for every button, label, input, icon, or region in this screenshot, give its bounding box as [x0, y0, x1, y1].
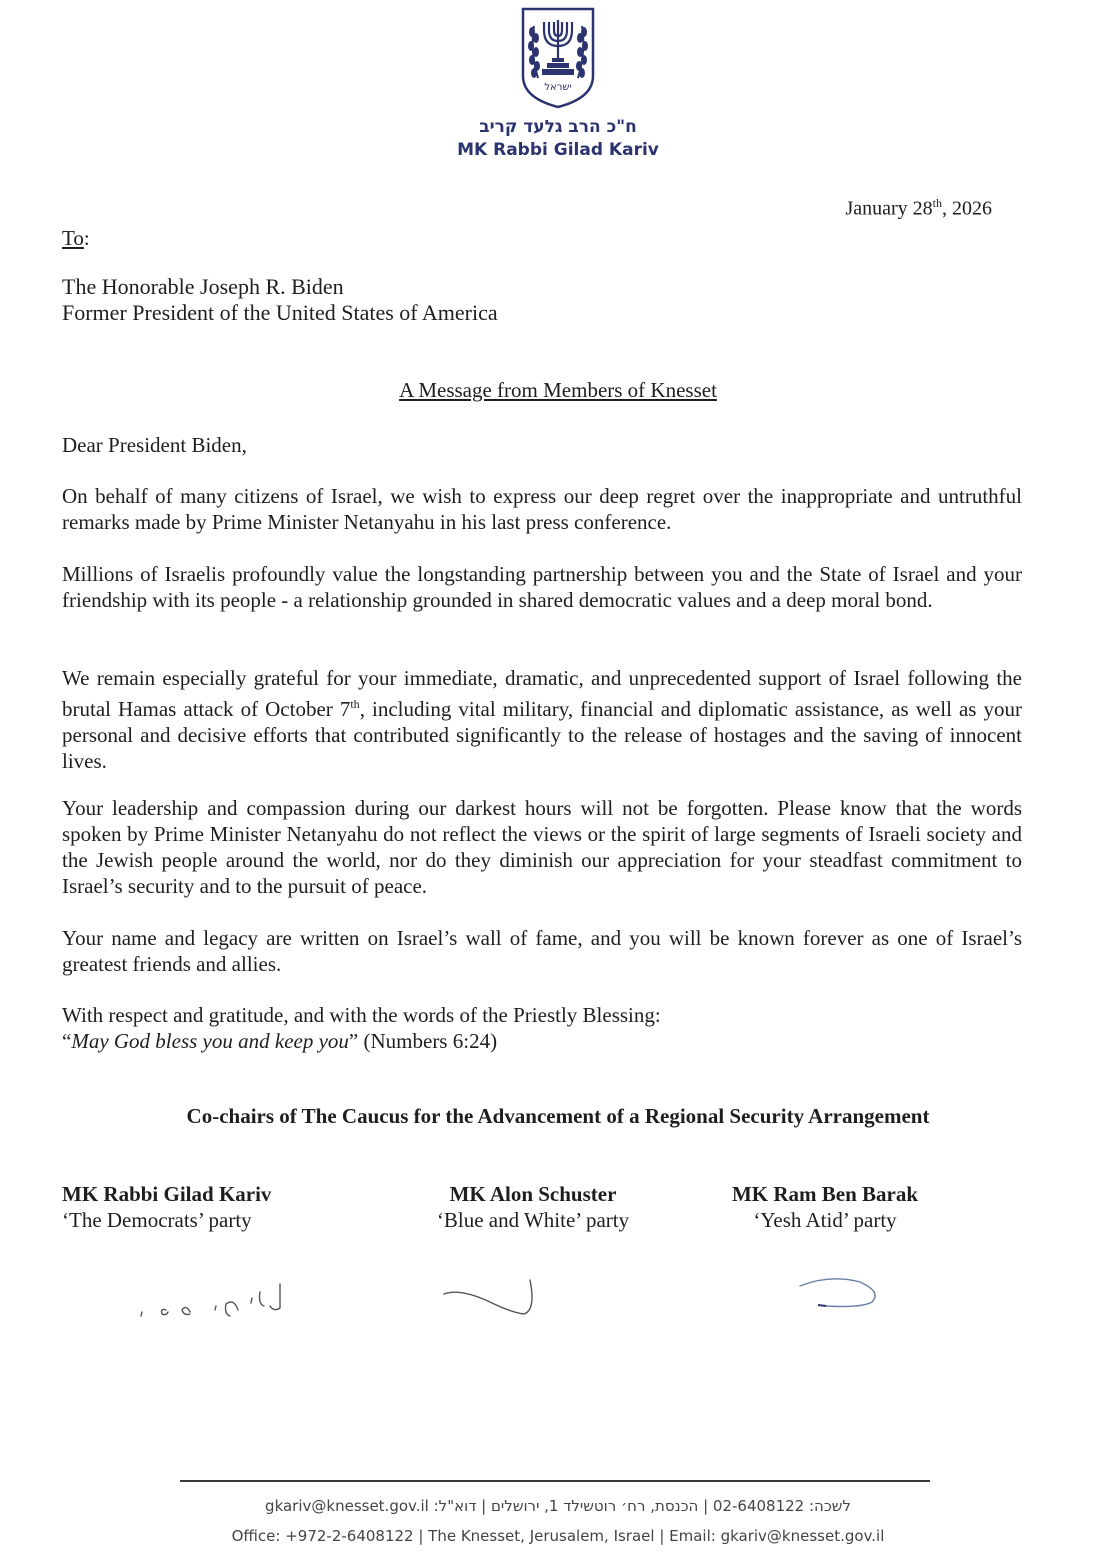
signer-block	[62, 1181, 271, 1233]
menorah-emblem-icon	[520, 6, 596, 110]
paragraph-4: Your leadership and compassion during our darkest hours will not be forgotten. Please know that the words spoken by Prime Minister Netanyahu do not reflect the views or the spirit of large segments of Israeli society and the Jewish people around the world, nor do they diminish our appreciation for your steadfast commitment to Israel’s security and to the pursuit of peace.	[62, 796, 1022, 898]
signer-party: ‘The Democrats’ party	[62, 1208, 252, 1232]
date-year: , 2026	[942, 197, 992, 220]
footer-divider	[180, 1480, 930, 1482]
blessing-quote: May God bless you and keep you	[71, 1029, 349, 1053]
closing-line: With respect and gratitude, and with the words of the Priestly Blessing:	[62, 1003, 661, 1027]
blessing-reference: (Numbers 6:24)	[358, 1029, 498, 1053]
letterhead-name-hebrew: ח"כ הרב גלעד קריב	[479, 117, 637, 137]
recipient-block	[62, 274, 498, 326]
emblem-caption: ישראל	[544, 82, 572, 93]
date-month-day: January 28	[845, 197, 933, 220]
signer-name: MK Ram Ben Barak	[731, 1182, 919, 1206]
caucus-title: Co-chairs of The Caucus for the Advancement of a Regional Security Arrangement	[186, 1104, 930, 1128]
signature-ben-barak-icon	[790, 1270, 890, 1320]
subject-heading: A Message from Members of Knesset	[399, 378, 717, 402]
letterhead-name-english: MK Rabbi Gilad Kariv	[457, 140, 659, 160]
letter-date	[845, 196, 992, 221]
recipient-name: The Honorable Joseph R. Biden	[62, 274, 344, 299]
closing-blessing	[62, 1002, 1022, 1054]
salutation: Dear President Biden,	[62, 433, 247, 457]
signer-party: ‘Blue and White’ party	[436, 1208, 630, 1232]
signer-name: MK Rabbi Gilad Kariv	[62, 1182, 272, 1206]
signature-schuster-icon	[440, 1270, 560, 1330]
signer-block	[710, 1181, 940, 1233]
footer-contact-english: Office: +972-2-6408122 | The Knesset, Jerusalem, Israel | Email: gkariv@knesset.gov.il	[231, 1527, 885, 1545]
signer-party: ‘Yesh Atid’ party	[753, 1208, 897, 1232]
letterhead	[0, 6, 1116, 162]
signer-block	[408, 1181, 658, 1233]
paragraph-3: We remain especially grateful for your immediate, dramatic, and unprecedented support of Israel following the brutal Hamas attack of October 7th, including vital military, financial and diplomatic assistance, as well as your personal and decisive efforts that contributed significantly to the release of hostages and the saving of innocent lives.	[62, 666, 1023, 773]
footer-contact-hebrew: לשכה: 02-6408122 | הכנסת, רח׳ רוטשילד 1, ירושלים | דוא"ל: gkariv@knesset.gov.il	[265, 1497, 851, 1515]
signature-kariv-icon	[130, 1270, 300, 1330]
paragraph-2: Millions of Israelis profoundly value the longstanding partnership between you and the State of Israel and your friendship with its people - a relationship grounded in shared democratic values and a deep moral bond.	[62, 562, 1022, 612]
signer-name: MK Alon Schuster	[449, 1182, 617, 1206]
recipient-title: Former President of the United States of America	[62, 300, 498, 325]
paragraph-1: On behalf of many citizens of Israel, we wish to express our deep regret over the inappropriate and untruthful remarks made by Prime Minister Netanyahu in his last press conference.	[62, 484, 1022, 534]
blessing-quote-line: “May God bless you and keep you” (Numbers 6:24)	[62, 1029, 498, 1053]
date-suffix: th	[932, 196, 942, 210]
paragraph-5: Your name and legacy are written on Israel’s wall of fame, and you will be known forever as one of Israel’s greatest friends and allies.	[62, 926, 1022, 976]
to-label: To:	[62, 226, 90, 250]
